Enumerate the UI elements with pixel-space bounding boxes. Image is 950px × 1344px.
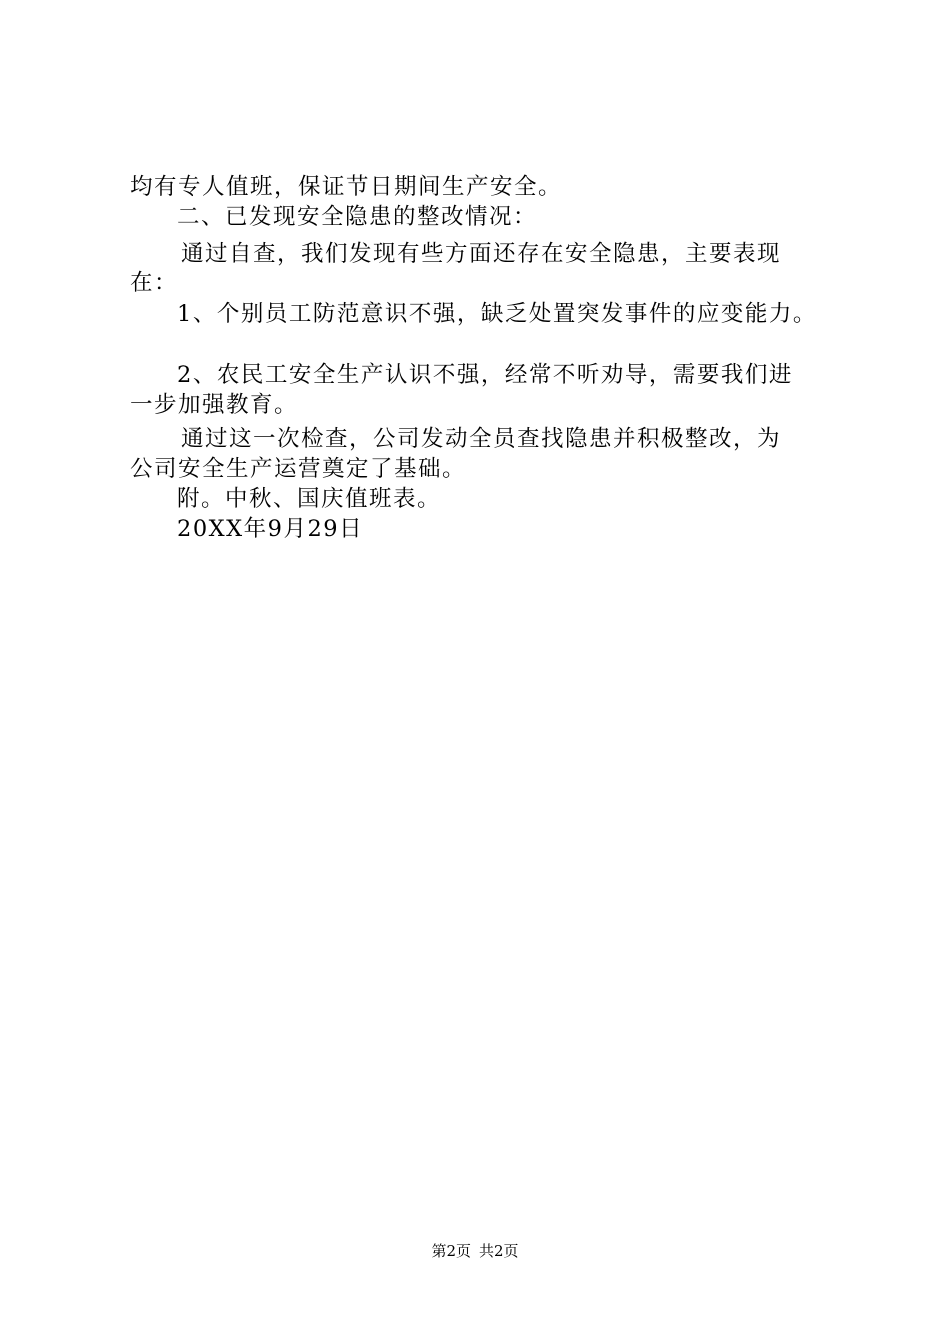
list-item-2: 2、农民工安全生产认识不强，经常不听劝导，需要我们进: [177, 362, 793, 388]
list-item-1: 1、个别员工防范意识不强，缺乏处置突发事件的应变能力。: [177, 301, 817, 327]
attachment-note: 附。中秋、国庆值班表。: [177, 486, 442, 512]
paragraph-line-5: 公司安全生产运营奠定了基础。: [130, 456, 467, 482]
page-footer: [0, 1241, 950, 1261]
document-date: 20XX年9月29日: [177, 516, 364, 542]
paragraph-line-1: 均有专人值班，保证节日期间生产安全。: [130, 174, 563, 200]
page-number-current: 第2页: [431, 1242, 471, 1260]
paragraph-line-2: 通过自查，我们发现有些方面还存在安全隐患，主要表现: [181, 241, 782, 267]
page-number-total: 共2页: [479, 1242, 519, 1260]
paragraph-line-4: 通过这一次检查，公司发动全员查找隐患并积极整改，为: [181, 426, 782, 452]
paragraph-line-3: 在：: [130, 270, 179, 296]
list-item-2-continued: 一步加强教育。: [130, 392, 299, 418]
section-heading: 二、已发现安全隐患的整改情况：: [177, 204, 538, 230]
